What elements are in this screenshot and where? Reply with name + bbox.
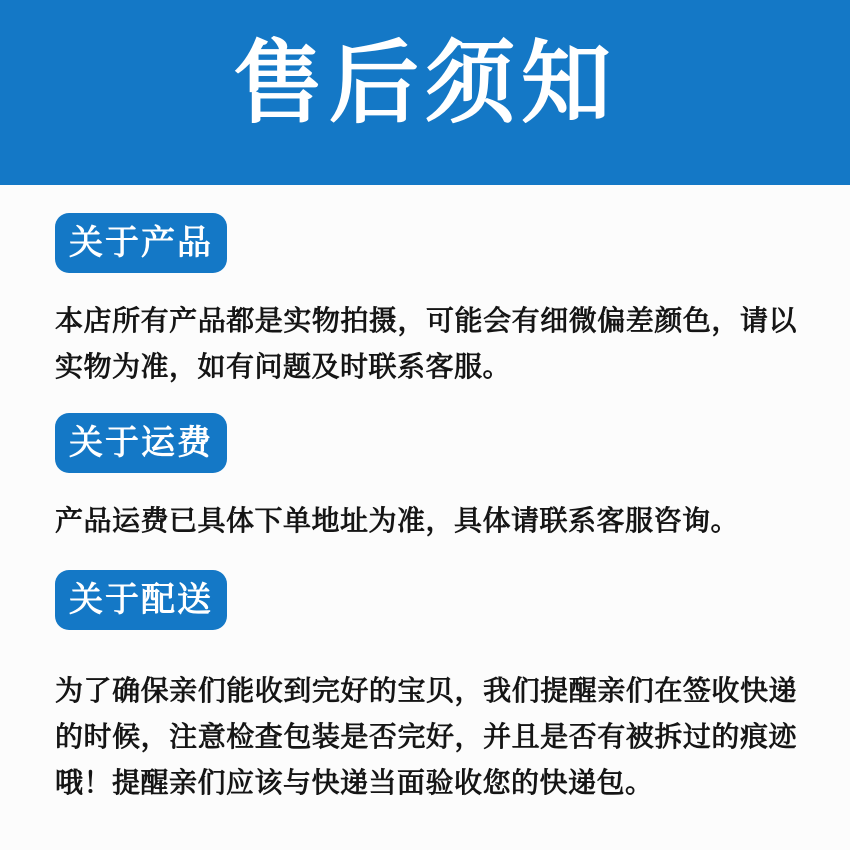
about-shipping-paragraph: 产品运费已具体下单地址为准，具体请联系客服咨询。 xyxy=(55,505,740,536)
notice-banner xyxy=(0,0,850,185)
about-product-paragraph: 本店所有产品都是实物拍摄，可能会有细微偏差颜色，请以实物为准，如有问题及时联系客服。 xyxy=(55,305,797,382)
about-shipping-badge-label: 关于运费 xyxy=(69,424,213,462)
page-title: 售后须知 xyxy=(233,33,617,134)
about-delivery-paragraph: 为了确保亲们能收到完好的宝贝，我们提醒亲们在签收快递的时候，注意检查包装是否完好，并且是否有被拆过的痕迹哦！提醒亲们应该与快递当面验收您的快递包。 xyxy=(55,675,797,798)
notice-content xyxy=(0,213,850,806)
about-delivery-badge-label: 关于配送 xyxy=(69,581,213,619)
about-product-badge xyxy=(55,213,227,273)
about-product-badge-label: 关于产品 xyxy=(69,224,213,262)
about-delivery-badge xyxy=(55,570,227,630)
about-shipping-badge xyxy=(55,413,227,473)
